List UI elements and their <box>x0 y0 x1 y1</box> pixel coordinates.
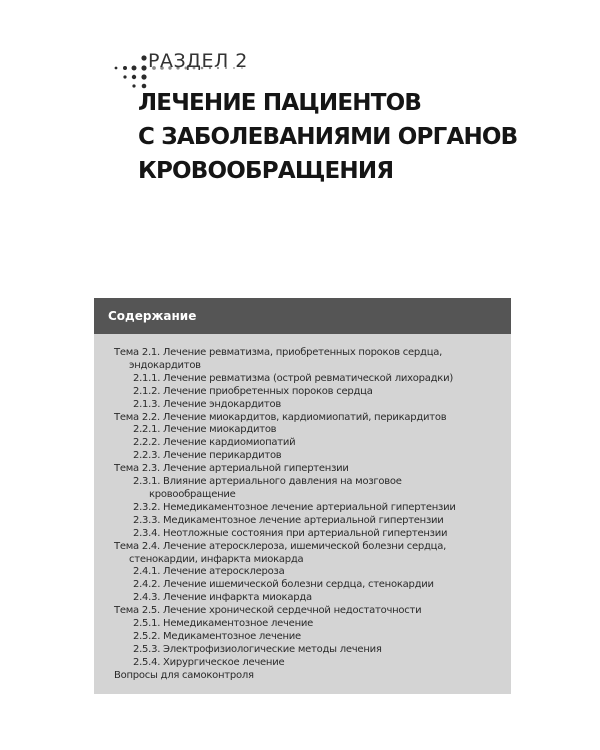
title-line: ЛЕЧЕНИЕ ПАЦИЕНТОВ <box>138 90 422 116</box>
toc-subtopic: 2.5.3. Электрофизиологические методы лечения <box>133 643 382 655</box>
title-line: С ЗАБОЛЕВАНИЯМИ ОРГАНОВ <box>138 124 518 150</box>
toc-subtopic: 2.1.1. Лечение ревматизма (острой ревматической лихорадки) <box>133 372 453 384</box>
toc-subtopic: 2.2.3. Лечение перикардитов <box>133 450 282 462</box>
toc-subtopic: 2.5.1. Немедикаментозное лечение <box>133 618 314 630</box>
toc-subtopic: 2.4.3. Лечение инфаркта миокарда <box>133 592 312 604</box>
toc-subtopic: 2.3.2. Немедикаментозное лечение артериальной гипертензии <box>133 501 456 513</box>
toc-subtopic: 2.4.2. Лечение ишемической болезни сердца, стенокардии <box>133 579 434 591</box>
toc-topic: Тема 2.5. Лечение хронической сердечной недостаточности <box>114 605 422 617</box>
toc-topic: Тема 2.3. Лечение артериальной гипертензии <box>114 463 349 475</box>
toc-subtopic: 2.3.3. Медикаментозное лечение артериальной гипертензии <box>133 514 444 526</box>
toc-subtopic-continued: кровообращение <box>149 488 236 500</box>
toc-topic: Тема 2.2. Лечение миокардитов, кардиомиопатий, перикардитов <box>114 411 447 423</box>
toc-self-check-questions: Вопросы для самоконтроля <box>114 669 254 681</box>
toc-subtopic: 2.4.1. Лечение атеросклероза <box>133 566 285 578</box>
toc-topic: Тема 2.1. Лечение ревматизма, приобретенных пороков сердца, <box>114 347 443 358</box>
toc-topic-continued: стенокардии, инфаркта миокарда <box>129 553 304 565</box>
table-of-contents <box>94 334 511 683</box>
toc-subtopic: 2.5.4. Хирургическое лечение <box>133 656 285 668</box>
toc-subtopic: 2.3.4. Неотложные состояния при артериальной гипертензии <box>133 527 448 539</box>
toc-topic: Тема 2.4. Лечение атеросклероза, ишемической болезни сердца, <box>114 540 447 552</box>
title-line: КРОВООБРАЩЕНИЯ <box>138 158 394 184</box>
toc-subtopic: 2.2.2. Лечение кардиомиопатий <box>133 437 296 449</box>
toc-subtopic: 2.1.3. Лечение эндокардитов <box>133 398 281 410</box>
section-title <box>138 86 558 188</box>
toc-subtopic: 2.3.1. Влияние артериального давления на мозговое <box>133 476 402 488</box>
toc-subtopic: 2.5.2. Медикаментозное лечение <box>133 630 301 642</box>
contents-header: Содержание <box>94 298 511 334</box>
toc-topic-continued: эндокардитов <box>129 359 201 371</box>
toc-subtopic: 2.2.1. Лечение миокардитов <box>133 424 277 436</box>
contents-box <box>94 298 511 694</box>
section-label: РАЗДЕЛ 2 <box>148 50 248 72</box>
toc-subtopic: 2.1.2. Лечение приобретенных пороков сердца <box>133 385 373 397</box>
